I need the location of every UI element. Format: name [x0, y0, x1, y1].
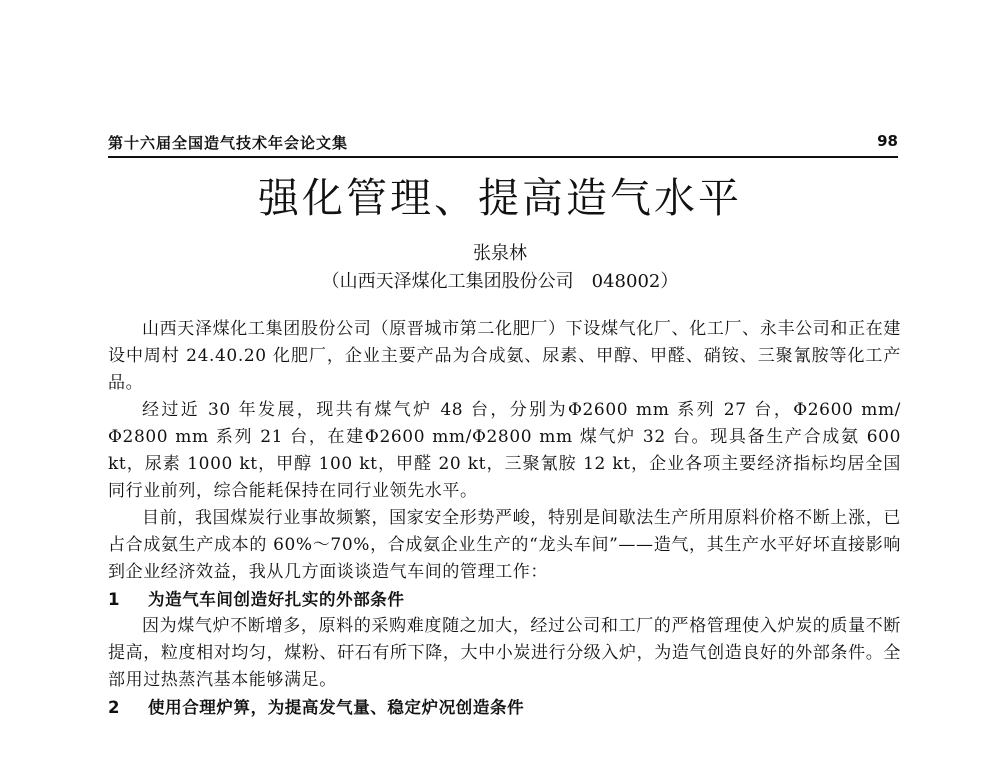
running-header	[108, 132, 898, 158]
section-heading	[108, 694, 901, 721]
body-paragraph: 因为煤气炉不断增多，原料的采购难度随之加大，经过公司和工厂的严格管理使入炉炭的质量不断提高，粒度相对均匀，煤粉、矸石有所下降，大中小炭进行分级入炉，为造气创造良好的外部条件。全部用过热蒸汽基本能够满足。	[108, 616, 901, 690]
section-heading	[108, 586, 901, 613]
section-number: 2	[108, 698, 121, 717]
paper-title: 强化管理、提高造气水平	[258, 174, 742, 222]
section-title: 使用合理炉箅，为提高发气量、稳定炉况创造条件	[148, 698, 525, 717]
body-paragraph: 山西天泽煤化工集团股份公司（原晋城市第二化肥厂）下设煤气化厂、化工厂、永丰公司和正在建设中周村 24.40.20 化肥厂，企业主要产品为合成氨、尿素、甲醇、甲醛、硝铵、三聚氰胺等化工产品。	[108, 319, 901, 393]
proceedings-title: 第十六届全国造气技术年会论文集	[108, 134, 349, 152]
author-affiliation: （山西天泽煤化工集团股份公司 048002）	[321, 271, 679, 292]
author-name: 张泉林	[473, 243, 527, 264]
page-number: 98	[877, 132, 898, 150]
section-number: 1	[108, 590, 121, 609]
body-paragraph: 经过近 30 年发展，现共有煤气炉 48 台，分别为Φ2600 mm 系列 27 台，Φ2600 mm/Φ2800 mm 系列 21 台，在建Φ2600 mm/Φ2800 mm 煤气炉 32 台。现具备生产合成氨 600 kt，尿素 1000 kt，甲醇 100 kt，甲醛 20 kt，三聚氰胺 12 kt，企业各项主要经济指标均居全国同行业前列，综合能耗保持在同行业领先水平。	[108, 400, 901, 501]
body-paragraph: 目前，我国煤炭行业事故频繁，国家安全形势严峻，特别是间歇法生产所用原料价格不断上涨，已占合成氨生产成本的 60%～70%，合成氨企业生产的“龙头车间”——造气，其生产水平好坏直接影响到企业经济效益，我从几方面谈谈造气车间的管理工作：	[108, 508, 901, 582]
paper-body	[108, 316, 901, 721]
section-title: 为造气车间创造好扎实的外部条件	[148, 590, 405, 609]
